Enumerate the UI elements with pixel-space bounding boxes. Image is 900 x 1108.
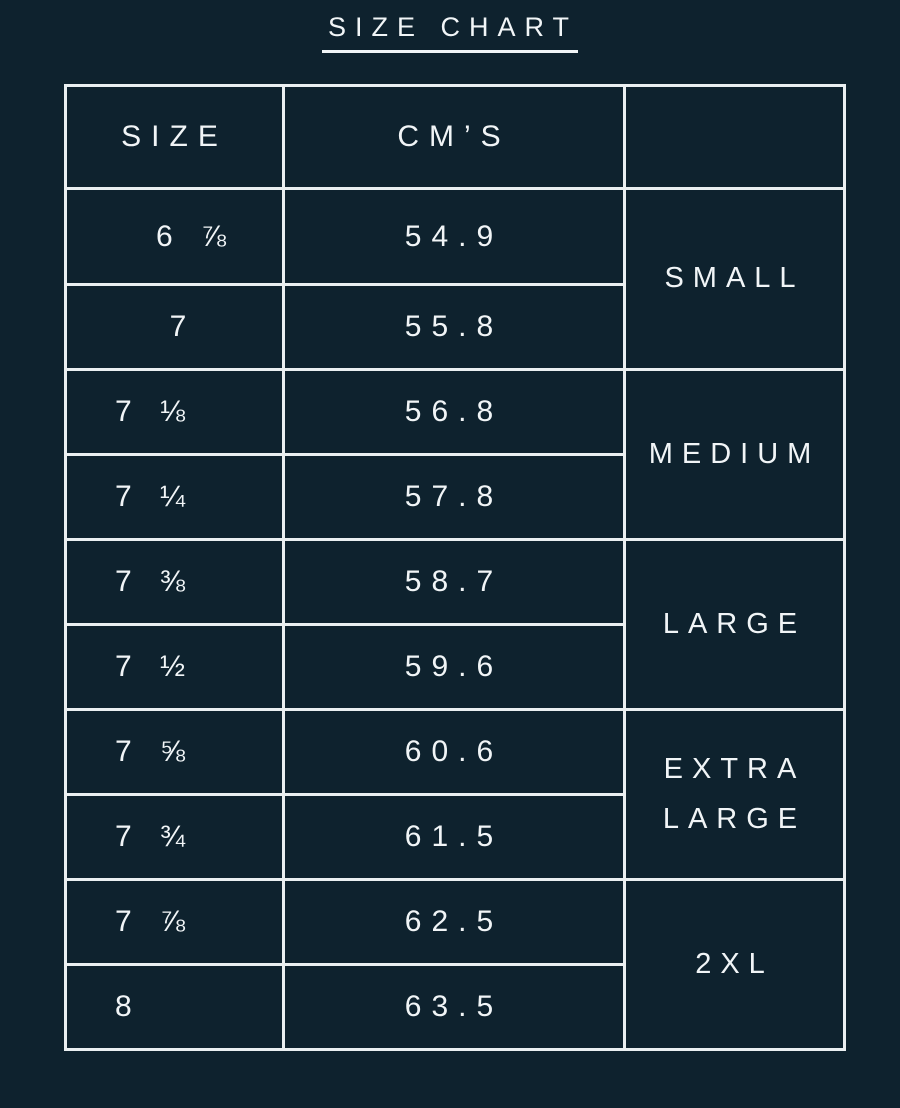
cms-cell: 61.5 [284,795,625,880]
size-cell: 7 ⅞ [66,880,284,965]
size-cell: 7 ¾ [66,795,284,880]
cms-cell: 55.8 [284,285,625,370]
size-cell: 7 ½ [66,625,284,710]
table-row [66,189,845,285]
size-cell: 7 [66,285,284,370]
size-cell: 7 ⅝ [66,710,284,795]
cms-cell: 62.5 [284,880,625,965]
size-cell: 6 ⅞ [66,189,284,285]
column-header-cms: CM’S [284,86,625,189]
table-row [66,710,845,795]
cms-cell: 59.6 [284,625,625,710]
cms-cell: 54.9 [284,189,625,285]
column-header-size: SIZE [66,86,284,189]
size-cell: 7 ⅜ [66,540,284,625]
cms-cell: 63.5 [284,965,625,1050]
size-cell: 7 ⅛ [66,370,284,455]
group-cell-large: LARGE [625,540,845,710]
size-cell: 7 ¼ [66,455,284,540]
column-header-group [625,86,845,189]
table-row [66,880,845,965]
cms-cell: 58.7 [284,540,625,625]
header-row [66,86,845,189]
group-cell-extra-large: EXTRA LARGE [625,710,845,880]
size-chart-table [64,84,846,1051]
cms-cell: 56.8 [284,370,625,455]
group-cell-small: SMALL [625,189,845,370]
cms-cell: 57.8 [284,455,625,540]
size-cell: 8 [66,965,284,1050]
cms-cell: 60.6 [284,710,625,795]
group-cell-2xl: 2XL [625,880,845,1050]
title-area [0,12,900,53]
table-row [66,540,845,625]
table-row [66,370,845,455]
group-cell-medium: MEDIUM [625,370,845,540]
page-title: SIZE CHART [322,12,578,53]
